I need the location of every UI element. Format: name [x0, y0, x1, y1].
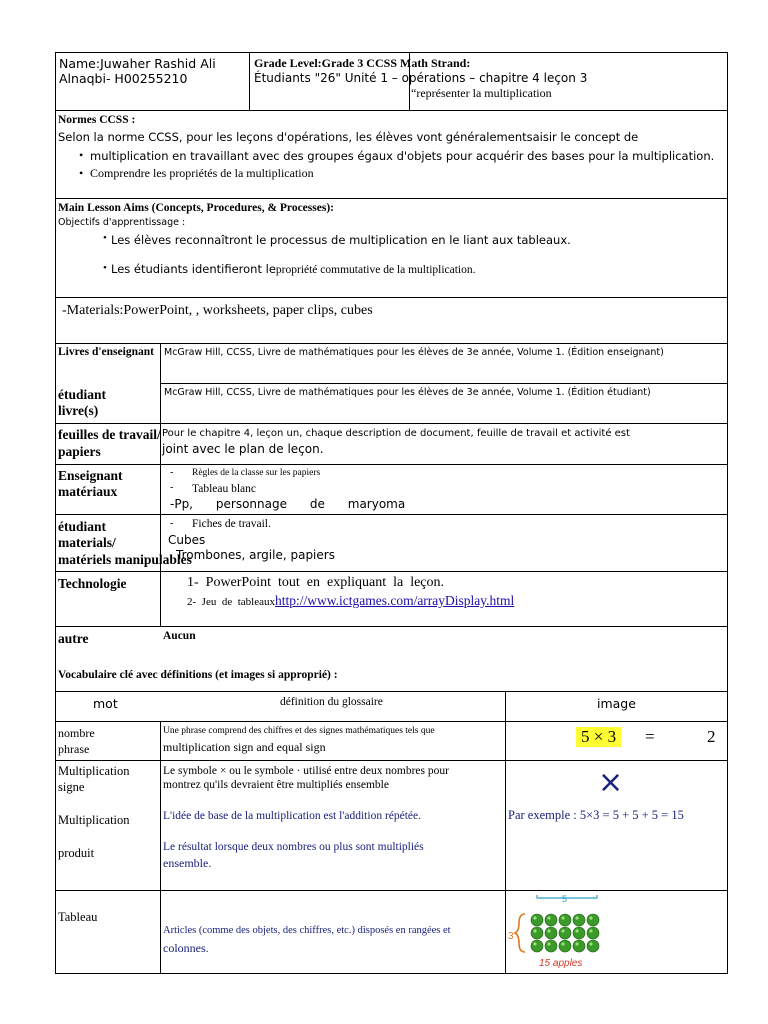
apple-icon [559, 914, 571, 926]
teacher-books-value: McGraw Hill, CCSS, Livre de mathématiques pour les élèves de 3e année, Volume 1. (Édition enseignant) [164, 347, 664, 358]
grade-level: Grade Level:Grade 3 CCSS Math Strand: [254, 56, 471, 70]
technology-item-prefix: 2- Jeu de tableaux [187, 596, 275, 608]
aims-bullet-part: Les étudiants identifieront le [111, 262, 276, 276]
vocab-definition: multiplication sign and equal sign [163, 740, 326, 754]
apple-icon [573, 914, 585, 926]
apple-icon [531, 914, 543, 926]
normes-bullet: multiplication en travaillant avec des groupes égaux d'objets pour acquérir des bases pour la multiplication. [90, 149, 715, 163]
student-materials-label: étudiant [58, 519, 107, 534]
student-materials-label: matériels manipulables [58, 552, 192, 567]
list-dash: - [170, 518, 174, 529]
row-divider [55, 626, 728, 627]
apple-shine [533, 942, 536, 945]
row-divider [55, 571, 728, 572]
row-divider [55, 760, 728, 761]
col-divider [505, 691, 506, 974]
side-brace-icon [515, 914, 525, 952]
apple-icon [573, 927, 585, 939]
vocab-col-image: image [597, 696, 636, 711]
row-divider [55, 691, 728, 692]
other-label: autre [58, 631, 89, 646]
worksheets-label: feuilles de travail/ [58, 427, 161, 442]
lesson-topic: “représenter la multiplication [411, 86, 552, 100]
row-divider [55, 343, 728, 344]
student-name: Name:Juwaher Rashid Ali [59, 56, 216, 71]
technology-item [187, 592, 514, 610]
col-divider [249, 52, 250, 110]
normes-intro: Selon la norme CCSS, pour les leçons d'opérations, les élèves vont généralementsaisir le concept de [58, 130, 639, 144]
vocab-image-equals: = [645, 727, 655, 746]
student-books-value: McGraw Hill, CCSS, Livre de mathématiques pour les élèves de 3e année, Volume 1. (Édition étudiant) [164, 387, 651, 398]
apple-icon [531, 940, 543, 952]
apple-icon [545, 927, 557, 939]
teacher-materials-item: Règles de la classe sur les papiers [192, 468, 321, 478]
col-divider [160, 721, 161, 974]
apple-icon [559, 940, 571, 952]
array-top-label: 5 [562, 894, 568, 904]
technology-label: Technologie [58, 576, 127, 591]
apple-shine [533, 929, 536, 932]
teacher-materials-item: -Pp, personnage de maryoma [170, 497, 406, 511]
bullet-dot: • [103, 262, 107, 274]
row-divider [55, 423, 728, 424]
student-materials-item: Fiches de travail. [192, 518, 271, 530]
student-books-label: livre(s) [58, 403, 99, 418]
apple-icon [559, 927, 571, 939]
aims-bullet: Les élèves reconnaîtront le processus de multiplication en le liant aux tableaux. [111, 233, 571, 247]
apple-shine [547, 929, 550, 932]
apple-shine [547, 916, 550, 919]
apple-icon [587, 914, 599, 926]
vocab-definition: montrez qu'ils devraient être multipliés ensemble [163, 779, 389, 791]
apple-shine [575, 942, 578, 945]
other-value: Aucun [163, 630, 196, 642]
apple-icon [587, 940, 599, 952]
row-divider [55, 890, 728, 891]
vocab-definition: Le résultat lorsque deux nombres ou plus sont multipliés [163, 841, 424, 853]
row-divider [55, 297, 728, 298]
apple-icon [587, 927, 599, 939]
apple-icon [545, 940, 557, 952]
row-divider [160, 383, 728, 384]
vocab-image-example: Par exemple : 5×3 = 5 + 5 + 5 = 15 [508, 808, 684, 822]
array-caption: 15 apples [539, 958, 583, 969]
materials-line: -Materials:PowerPoint, , worksheets, paper clips, cubes [62, 303, 373, 318]
teacher-materials-label: matériaux [58, 484, 118, 499]
vocab-word: Multiplication [58, 813, 130, 827]
multiplication-sign-icon: × [598, 765, 624, 800]
bullet-dot: • [103, 232, 107, 244]
worksheets-value: Pour le chapitre 4, leçon un, chaque description de document, feuille de travail et activité est [162, 428, 630, 439]
aims-subtitle: Objectifs d'apprentissage : [58, 217, 186, 228]
apple-array-image [507, 893, 607, 971]
apple-shine [575, 916, 578, 919]
teacher-books-label: Livres d'enseignant [58, 346, 154, 358]
teacher-materials-item: Tableau blanc [192, 483, 257, 495]
row-divider [55, 514, 728, 515]
row-divider [55, 721, 728, 722]
apple-array-svg [507, 893, 607, 971]
vocab-col-definition: définition du glossaire [280, 696, 383, 708]
student-id: Alnaqbi- H00255210 [59, 71, 188, 86]
apple-shine [589, 942, 592, 945]
aims-bullet [111, 262, 476, 276]
student-materials-item: Cubes [168, 533, 206, 547]
lesson-plan-frame [55, 52, 728, 974]
apple-shine [575, 929, 578, 932]
apple-shine [547, 942, 550, 945]
vocab-definition: ensemble. [163, 856, 212, 870]
aims-title: Main Lesson Aims (Concepts, Procedures, & Processes): [58, 202, 334, 214]
vocab-image-result: 2 [707, 727, 716, 746]
technology-item: 1- PowerPoint tout en expliquant la leçon. [187, 575, 445, 590]
list-dash: - [170, 482, 174, 493]
vocab-word: Tableau [58, 910, 98, 924]
array-side-label: 3 [508, 931, 514, 942]
worksheets-label: papiers [58, 444, 101, 459]
normes-bullet: Comprendre les propriétés de la multiplication [90, 166, 314, 180]
vocab-image-expression: 5 × 3 [576, 727, 621, 747]
unit-line: Étudiants "26" Unité 1 – opérations – chapitre 4 leçon 3 [254, 71, 588, 85]
vocab-word: produit [58, 846, 95, 860]
vocab-definition: Articles (comme des objets, des chiffres, etc.) disposés en rangées et [163, 925, 451, 936]
row-divider [55, 110, 728, 111]
vocab-word: signe [58, 780, 85, 794]
apple-icon [531, 927, 543, 939]
vocab-col-word: mot [93, 696, 118, 711]
normes-title: Normes CCSS : [58, 114, 136, 126]
student-materials-label: materials/ [58, 535, 116, 550]
apple-shine [561, 942, 564, 945]
vocab-definition: colonnes. [163, 941, 209, 955]
apple-shine [589, 929, 592, 932]
vocab-word: nombre [58, 726, 95, 740]
apple-shine [533, 916, 536, 919]
bullet-dot: • [79, 166, 84, 180]
apple-icon [545, 914, 557, 926]
col-divider [160, 343, 161, 626]
ictgames-link[interactable]: http://www.ictgames.com/arrayDisplay.html [274, 593, 515, 608]
row-divider [55, 464, 728, 465]
aims-bullet-part: propriété commutative de la multiplication. [275, 264, 476, 276]
vocab-word: Multiplication [58, 764, 130, 778]
worksheets-value: joint avec le plan de leçon. [162, 442, 324, 456]
apple-icon [573, 940, 585, 952]
apple-shine [589, 916, 592, 919]
apple-grid [531, 914, 599, 952]
vocab-definition: Le symbole × ou le symbole · utilisé entre deux nombres pour [163, 765, 449, 777]
list-dash: - [170, 467, 174, 478]
student-materials-item: Trombones, argile, papiers [176, 548, 335, 562]
vocab-definition: L'idée de base de la multiplication est l'addition répétée. [163, 810, 422, 822]
apple-shine [561, 916, 564, 919]
student-books-label: étudiant [58, 387, 107, 402]
vocab-word: phrase [58, 742, 90, 756]
bullet-dot: • [79, 148, 84, 162]
vocab-title: Vocabulaire clé avec définitions (et images si approprié) : [58, 669, 338, 681]
vocab-definition: Une phrase comprend des chiffres et des signes mathématiques tels que [163, 726, 435, 736]
teacher-materials-label: Enseignant [58, 468, 123, 483]
row-divider [55, 198, 728, 199]
apple-shine [561, 929, 564, 932]
